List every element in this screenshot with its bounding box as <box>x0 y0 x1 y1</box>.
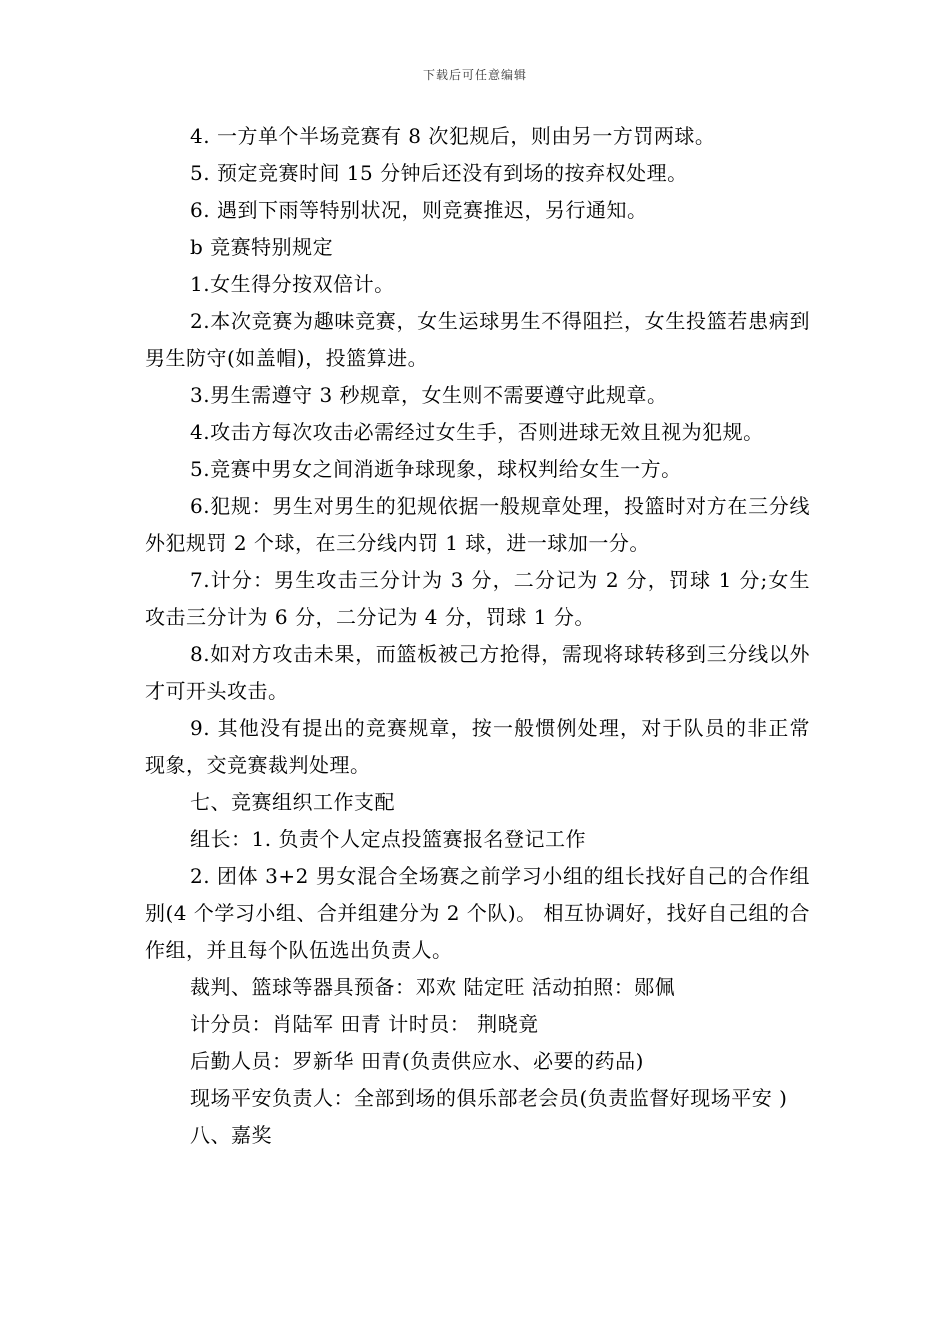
org-logistics: 后勤人员：罗新华 田青(负责供应水、必要的药品) <box>190 1049 644 1073</box>
page-header-note: 下载后可任意编辑 <box>422 68 527 82</box>
special-rule-1: 1.女生得分按双倍计。 <box>190 272 395 296</box>
org-leader-task-2: 2. 团体 3+2 男女混合全场赛之前学习小组的组长找好自己的合作组别(4 个学习小组、合并组建分为 2 个队)。 相互协调好，找好自己组的合作组，并且每个队伍选出负责人。 <box>145 864 810 962</box>
special-rule-7: 7.计分：男生攻击三分计为 3 分，二分记为 2 分，罚球 1 分;女生攻击三分计为 6 分，二分记为 4 分，罚球 1 分。 <box>145 568 810 629</box>
section-7-heading: 七、竞赛组织工作支配 <box>190 790 395 814</box>
section-b-heading: b 竞赛特别规定 <box>190 235 334 259</box>
special-rule-4: 4.攻击方每次攻击必需经过女生手，否则进球无效且视为犯规。 <box>190 420 764 444</box>
rule-5-forfeit: 5. 预定竞赛时间 15 分钟后还没有到场的按弃权处理。 <box>190 161 688 185</box>
special-rule-3: 3.男生需遵守 3 秒规章，女生则不需要遵守此规章。 <box>190 383 668 407</box>
section-8-heading: 八、嘉奖 <box>190 1123 272 1147</box>
org-leader-task-1: 组长：1. 负责个人定点投篮赛报名登记工作 <box>190 827 586 851</box>
org-scorekeeper: 计分员：肖陆军 田青 计时员： 荆晓竟 <box>190 1012 539 1036</box>
org-referee-equipment: 裁判、篮球等器具预备：邓欢 陆定旺 活动拍照：郧佩 <box>190 975 676 999</box>
special-rule-8: 8.如对方攻击未果，而篮板被己方抢得，需现将球转移到三分线以外才可开头攻击。 <box>145 642 810 703</box>
special-rule-5: 5.竞赛中男女之间消逝争球现象，球权判给女生一方。 <box>190 457 682 481</box>
document-body <box>145 118 810 1154</box>
special-rule-9: 9. 其他没有提出的竞赛规章，按一般惯例处理，对于队员的非正常现象，交竞赛裁判处理。 <box>145 716 810 777</box>
org-safety: 现场平安负责人：全部到场的俱乐部老会员(负责监督好现场平安 ) <box>190 1086 788 1110</box>
special-rule-2: 2.本次竞赛为趣味竞赛，女生运球男生不得阻拦，女生投篮若患病到男生防守(如盖帽)，投篮算进。 <box>145 309 810 370</box>
special-rule-6: 6.犯规：男生对男生的犯规依据一般规章处理，投篮时对方在三分线外犯规罚 2 个球，在三分线内罚 1 球，进一球加一分。 <box>145 494 810 555</box>
rule-6-rain: 6. 遇到下雨等特别状况，则竞赛推迟，另行通知。 <box>190 198 648 222</box>
rule-4-fouls: 4. 一方单个半场竞赛有 8 次犯规后，则由另一方罚两球。 <box>190 124 716 148</box>
